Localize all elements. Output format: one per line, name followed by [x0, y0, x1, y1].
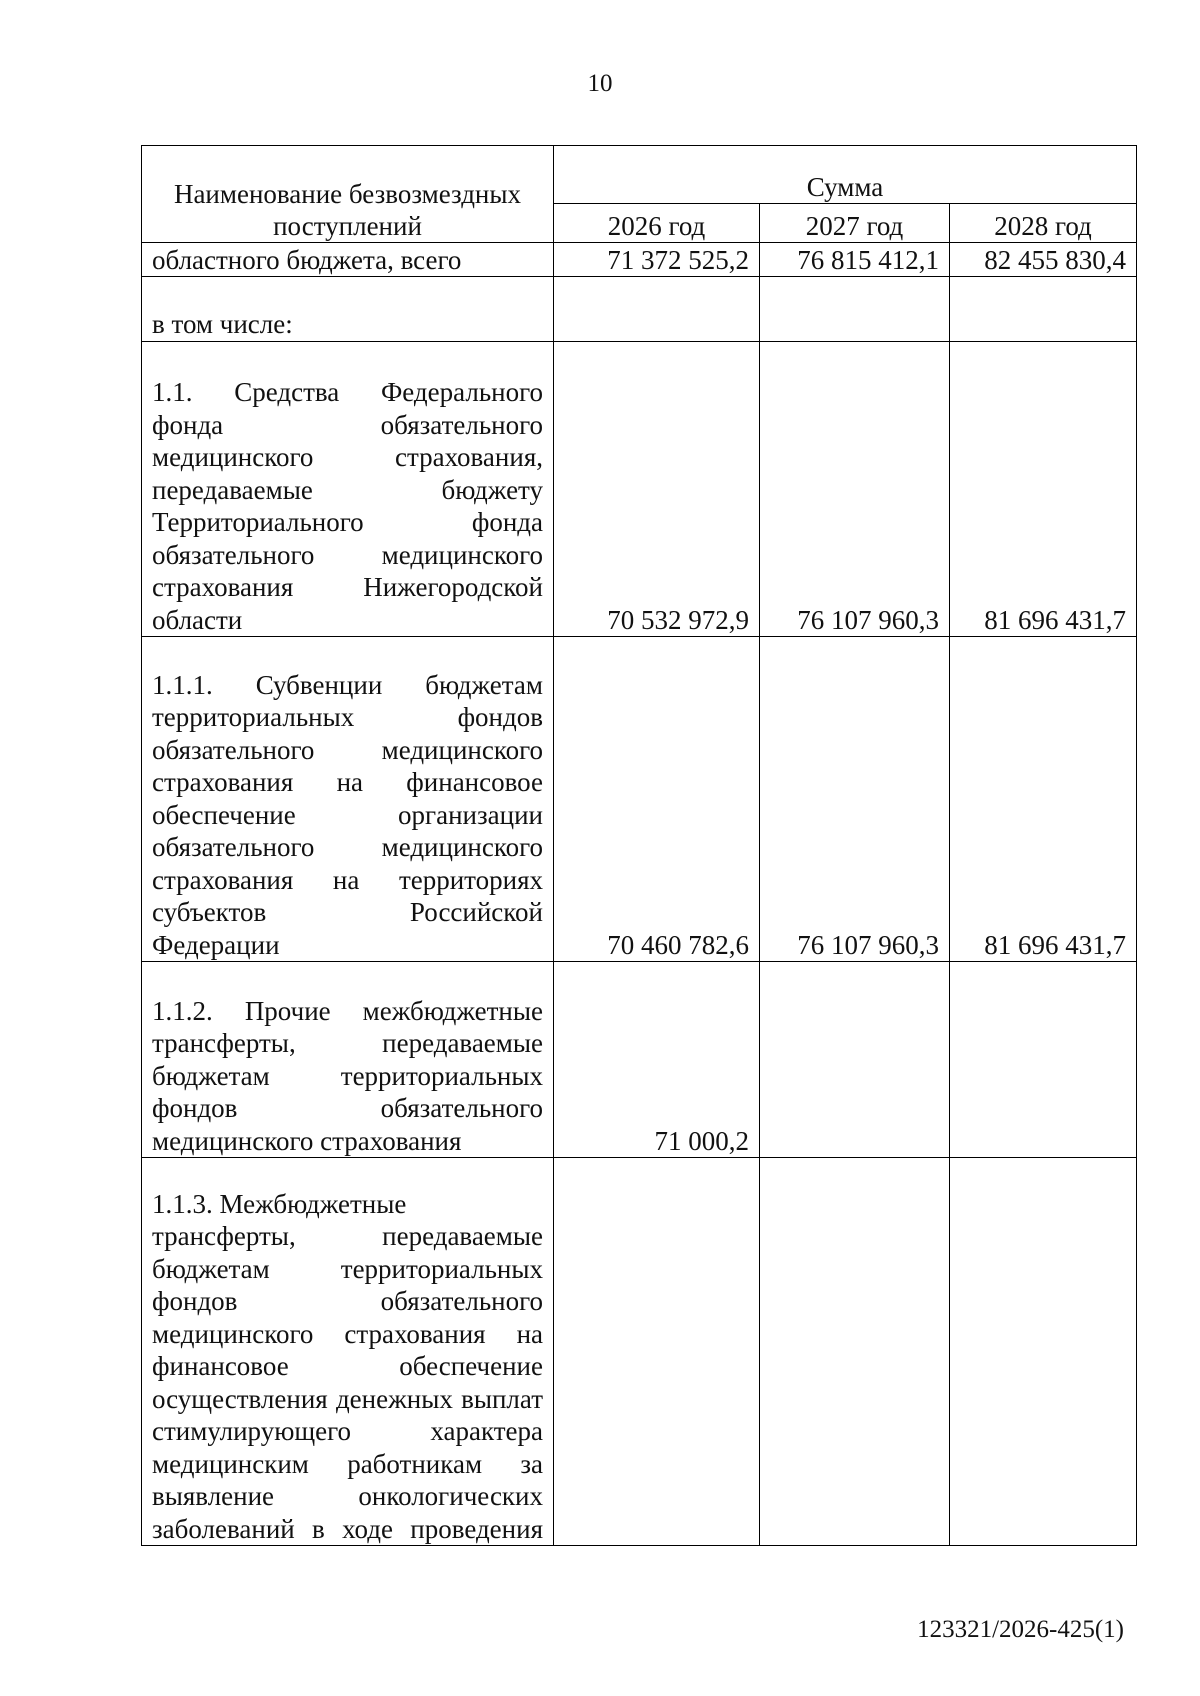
value-2028: 81 696 431,7 [950, 342, 1137, 637]
value-2026: 70 460 782,6 [554, 637, 760, 962]
document-id: 123321/2026-425(1) [917, 1616, 1124, 1643]
row-name-line: фонда обязательного [152, 409, 543, 440]
value-2028 [950, 277, 1137, 342]
row-name [142, 342, 554, 637]
row-name-line: области [152, 604, 243, 635]
row-name-line: страхования на финансовое [152, 767, 543, 797]
row-name-line: обеспечение организации [152, 799, 543, 830]
row-name-line: фондов обязательного [152, 1093, 543, 1123]
row-name-line: 1.1.2. Прочие межбюджетные [152, 995, 543, 1026]
table-row [142, 342, 1137, 637]
value-2026: 71 372 525,2 [554, 243, 760, 277]
row-name-line: медицинским работникам за [152, 1448, 543, 1479]
value-2027: 76 107 960,3 [760, 342, 950, 637]
table-row [142, 1158, 1137, 1546]
value-2026: 71 000,2 [554, 962, 760, 1158]
row-name [142, 1158, 554, 1546]
row-name-line: страхования на территориях [152, 864, 543, 895]
value-2027: 76 107 960,3 [760, 637, 950, 962]
row-name-line: заболеваний в ходе проведения [152, 1513, 543, 1544]
row-name-line: выявление онкологических [152, 1481, 543, 1511]
value-2028: 82 455 830,4 [950, 243, 1137, 277]
value-2027 [760, 1158, 950, 1546]
value-2027 [760, 962, 950, 1158]
row-name-line: передаваемые бюджету [152, 474, 543, 505]
row-name-line: территориальных фондов [152, 702, 543, 732]
header-year-2028: 2028 год [950, 204, 1137, 243]
value-2026 [554, 1158, 760, 1546]
row-name-line: 1.1.3. Межбюджетные [152, 1188, 407, 1219]
row-name-line: Территориального фонда [152, 507, 543, 537]
row-name: в том числе: [142, 277, 554, 342]
header-sum-column: Сумма [554, 146, 1137, 204]
table-row [142, 277, 1137, 342]
value-2027: 76 815 412,1 [760, 243, 950, 277]
value-2027 [760, 277, 950, 342]
row-name-line: медицинского страхования [152, 1125, 462, 1156]
budget-table [141, 145, 1137, 1546]
header-row [142, 146, 1137, 204]
header-year-2026: 2026 год [554, 204, 760, 243]
row-name-line: трансферты, передаваемые [152, 1028, 543, 1058]
row-name [142, 637, 554, 962]
row-name-line: 1.1. Средства Федерального [152, 377, 543, 407]
value-2028: 81 696 431,7 [950, 637, 1137, 962]
row-name-line: обязательного медицинского [152, 539, 543, 570]
value-2026: 70 532 972,9 [554, 342, 760, 637]
row-name-line: обязательного медицинского [152, 832, 543, 862]
row-name-line: медицинского страхования, [152, 442, 543, 472]
row-name-line: бюджетам территориальных [152, 1253, 543, 1284]
table-row [142, 243, 1137, 277]
row-name-line: фондов обязательного [152, 1286, 543, 1316]
table-row [142, 637, 1137, 962]
value-2026 [554, 277, 760, 342]
value-2028 [950, 1158, 1137, 1546]
row-name-line: бюджетам территориальных [152, 1060, 543, 1091]
row-name-line: страхования Нижегородской [152, 572, 543, 602]
header-year-2027: 2027 год [760, 204, 950, 243]
row-name-line: трансферты, передаваемые [152, 1221, 543, 1251]
row-name-line: 1.1.1. Субвенции бюджетам [152, 669, 543, 700]
row-name-line: субъектов Российской [152, 897, 543, 927]
row-name-line: обязательного медицинского [152, 734, 543, 765]
row-name-line: осуществления денежных выплат [152, 1383, 543, 1414]
table-row [142, 962, 1137, 1158]
row-name-line: стимулирующего характера [152, 1416, 543, 1446]
row-name: областного бюджета, всего [142, 243, 554, 277]
row-name-line: финансовое обеспечение [152, 1351, 543, 1381]
page-number: 10 [587, 70, 613, 97]
row-name [142, 962, 554, 1158]
row-name-line: Федерации [152, 929, 280, 960]
row-name-line: медицинского страхования на [152, 1318, 543, 1349]
header-name-column: Наименование безвозмездных поступлений [142, 146, 554, 243]
value-2028 [950, 962, 1137, 1158]
